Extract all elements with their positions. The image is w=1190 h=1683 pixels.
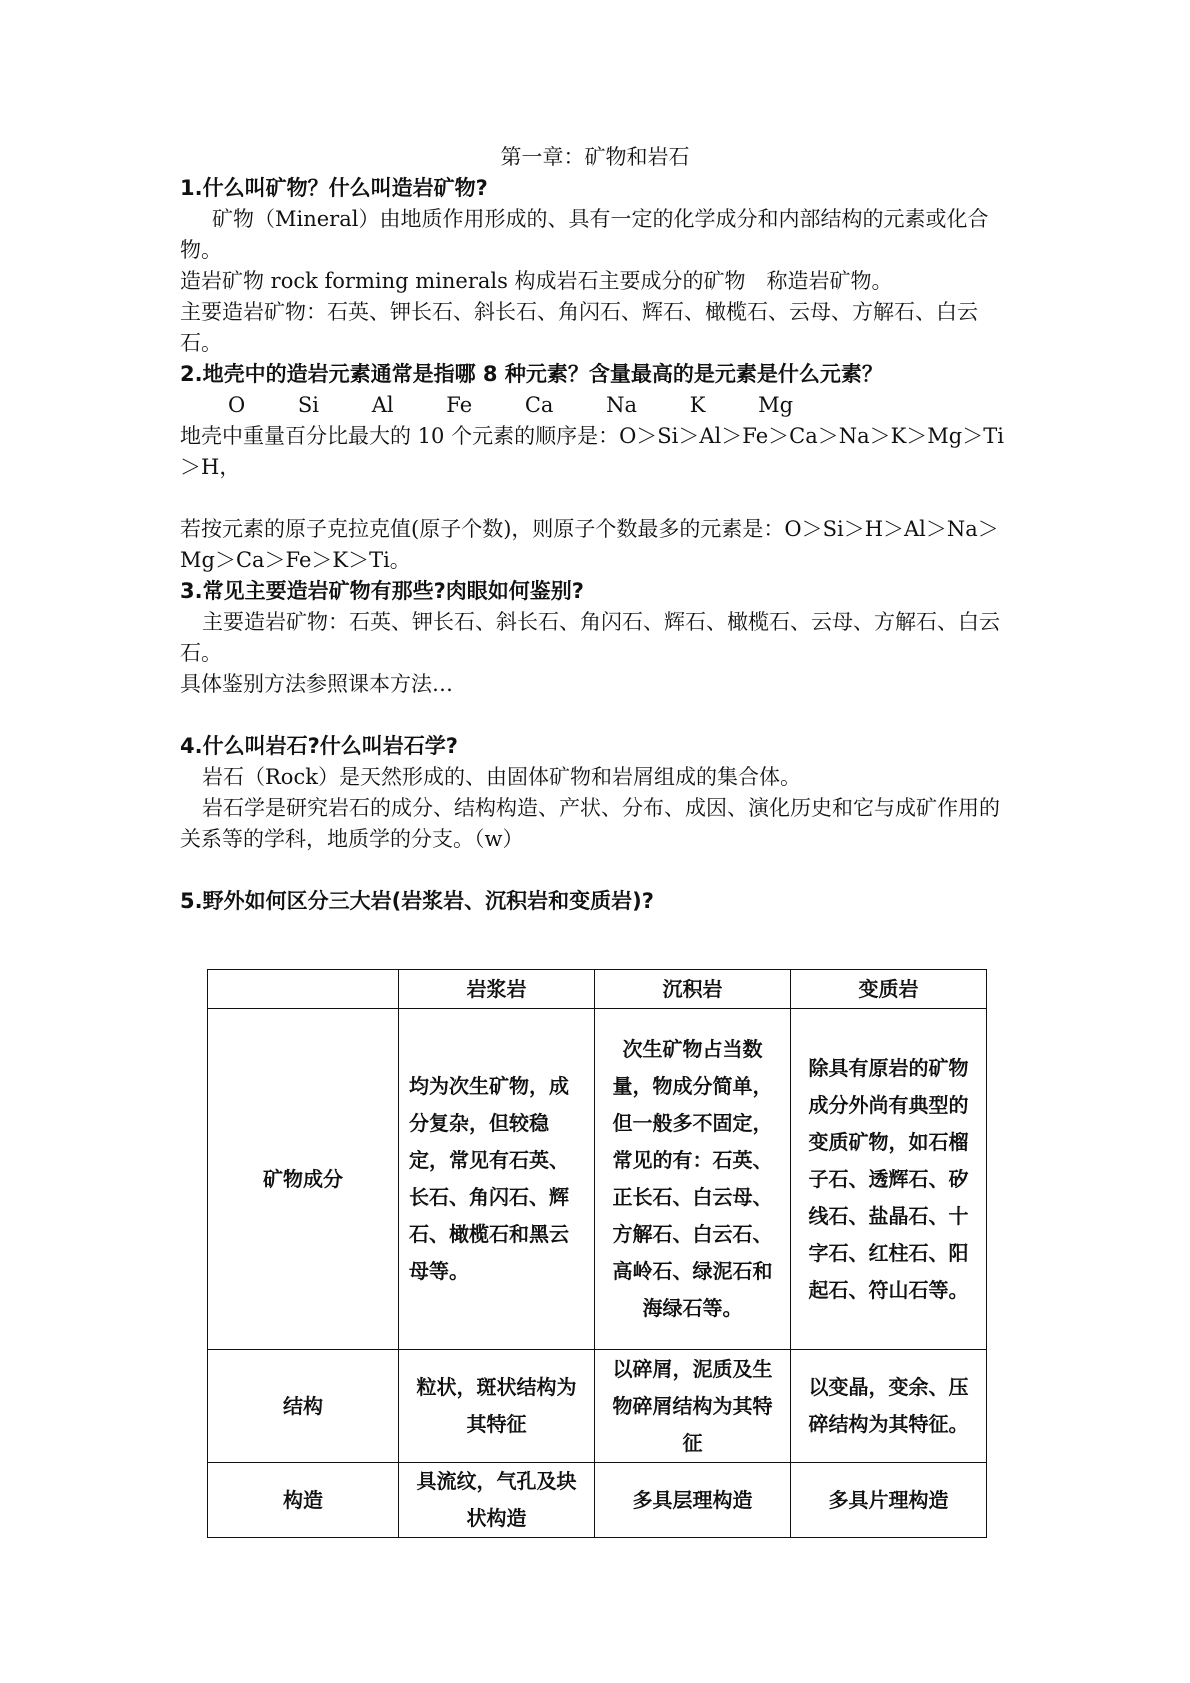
element-weight-order: 地壳中重量百分比最大的 10 个元素的顺序是：O＞Si＞Al＞Fe＞Ca＞Na＞K＞Mg＞Ti＞H， bbox=[180, 424, 1004, 479]
rock-comparison-table bbox=[207, 969, 987, 1538]
spacer bbox=[180, 855, 1010, 886]
question-2-heading: 2.地壳中的造岩元素通常是指哪 8 种元素？含量最高的是元素是什么元素？ bbox=[180, 362, 883, 386]
table-header-cell bbox=[208, 970, 399, 1009]
question-4-heading: 4.什么叫岩石?什么叫岩石学? bbox=[180, 734, 458, 758]
row-label: 构造 bbox=[208, 1463, 399, 1538]
table-cell: 除具有原岩的矿物成分外尚有典型的变质矿物，如石榴子石、透辉石、矽线石、盐晶石、十字石、红柱石、阳起石、符山石等。 bbox=[791, 1009, 987, 1350]
table-cell: 次生矿物占当数量，物成分简单，但一般多不固定，常见的有：石英、正长石、白云母、方解石、白云石、高岭石、绿泥石和海绿石等。 bbox=[595, 1009, 791, 1350]
question-1-heading: 1.什么叫矿物？什么叫造岩矿物? bbox=[180, 176, 488, 200]
question-5-heading: 5.野外如何区分三大岩(岩浆岩、沉积岩和变质岩)? bbox=[180, 889, 654, 913]
element-item: K bbox=[689, 393, 706, 417]
rock-forming-mineral-definition: 造岩矿物 rock forming minerals 构成岩石主要成分的矿物 称造岩矿物。 bbox=[180, 269, 893, 293]
identification-note: 具体鉴别方法参照课本方法… bbox=[180, 672, 453, 696]
table-row bbox=[208, 1463, 987, 1538]
main-rock-forming-minerals: 主要造岩矿物：石英、钾长石、斜长石、角闪石、辉石、橄榄石、云母、方解石、白云石。 bbox=[180, 300, 978, 355]
element-item: O bbox=[228, 393, 246, 417]
table-header-cell: 变质岩 bbox=[791, 970, 987, 1009]
table-cell: 均为次生矿物，成分复杂，但较稳定，常见有石英、长石、角闪石、辉石、橄榄石和黑云母等。 bbox=[399, 1009, 595, 1350]
table-cell: 具流纹，气孔及块状构造 bbox=[399, 1463, 595, 1538]
chapter-title: 第一章：矿物和岩石 bbox=[500, 145, 690, 169]
element-item: Si bbox=[297, 393, 320, 417]
spacer bbox=[180, 700, 1010, 731]
document-body bbox=[180, 142, 1010, 917]
table-cell: 粒状，斑状结构为其特征 bbox=[399, 1350, 595, 1463]
petrology-definition: 岩石学是研究岩石的成分、结构构造、产状、分布、成因、演化历史和它与成矿作用的关系等的学科，地质学的分支。（w） bbox=[180, 796, 1000, 851]
element-list bbox=[180, 390, 1010, 421]
table-row bbox=[208, 1009, 987, 1350]
question-3-heading: 3.常见主要造岩矿物有那些?肉眼如何鉴别? bbox=[180, 579, 584, 603]
table-cell: 以变晶，变余、压碎结构为其特征。 bbox=[791, 1350, 987, 1463]
main-minerals-list: 主要造岩矿物：石英、钾长石、斜长石、角闪石、辉石、橄榄石、云母、方解石、白云石。 bbox=[180, 610, 1000, 665]
table-row bbox=[208, 1350, 987, 1463]
table-cell: 多具片理构造 bbox=[791, 1463, 987, 1538]
table-cell: 以碎屑，泥质及生物碎屑结构为其特征 bbox=[595, 1350, 791, 1463]
element-item: Na bbox=[606, 393, 638, 417]
table-cell: 多具层理构造 bbox=[595, 1463, 791, 1538]
row-label: 结构 bbox=[208, 1350, 399, 1463]
row-label: 矿物成分 bbox=[208, 1009, 399, 1350]
table-header-cell: 岩浆岩 bbox=[399, 970, 595, 1009]
element-atom-order: 若按元素的原子克拉克值(原子个数)，则原子个数最多的元素是：O＞Si＞H＞Al＞Na＞Mg＞Ca＞Fe＞K＞Ti。 bbox=[180, 517, 999, 572]
table-header-row bbox=[208, 970, 987, 1009]
element-item: Fe bbox=[446, 393, 473, 417]
mineral-definition: 矿物（Mineral）由地质作用形成的、具有一定的化学成分和内部结构的元素或化合物。 bbox=[180, 207, 989, 262]
table-header-cell: 沉积岩 bbox=[595, 970, 791, 1009]
rock-definition: 岩石（Rock）是天然形成的、由固体矿物和岩屑组成的集合体。 bbox=[202, 765, 801, 789]
element-item: Ca bbox=[524, 393, 554, 417]
element-item: Mg bbox=[758, 393, 794, 417]
spacer bbox=[180, 483, 1010, 514]
element-item: Al bbox=[371, 393, 394, 417]
